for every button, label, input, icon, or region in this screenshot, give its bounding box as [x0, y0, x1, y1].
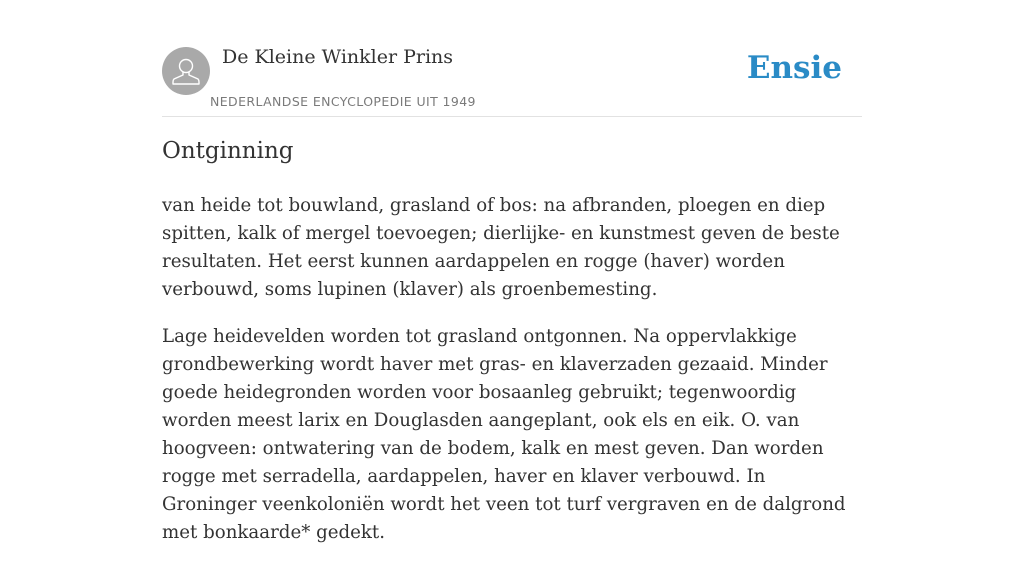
- source-subtitle: NEDERLANDSE ENCYCLOPEDIE UIT 1949: [210, 94, 476, 109]
- brand-logo-link[interactable]: Ensie: [746, 50, 842, 86]
- source-header: [162, 46, 862, 117]
- avatar[interactable]: [162, 47, 210, 95]
- entry-title: Ontginning: [162, 138, 294, 164]
- entry-body: [162, 192, 862, 566]
- user-icon: [162, 47, 210, 95]
- entry-paragraph: van heide tot bouwland, grasland of bos: na afbranden, ploegen en diep spitten, kalk of mergel toevoegen; dierlijke- en kunstmest geven de beste resultaten. Het eerst kunnen aardappelen en rogge (haver) worden verbouwd, soms lupinen (klaver) als groenbemesting.: [162, 195, 840, 300]
- source-title[interactable]: De Kleine Winkler Prins: [222, 46, 454, 68]
- entry-paragraph: Lage heidevelden worden tot grasland ontgonnen. Na oppervlakkige grondbewerking wordt haver met gras- en klaverzaden gezaaid. Minder goede heidegronden worden voor bosaanleg gebruikt; tegenwoordig worden meest larix en Douglasden aangeplant, ook els en eik. O. van hoogveen: ontwatering van de bodem, kalk en mest geven. Dan worden rogge met serradella, aardappelen, haver en klaver verbouwd. In Groninger veenkoloniën wordt het veen tot turf vergraven en de dalgrond met bonkaarde* gedekt.: [162, 326, 846, 543]
